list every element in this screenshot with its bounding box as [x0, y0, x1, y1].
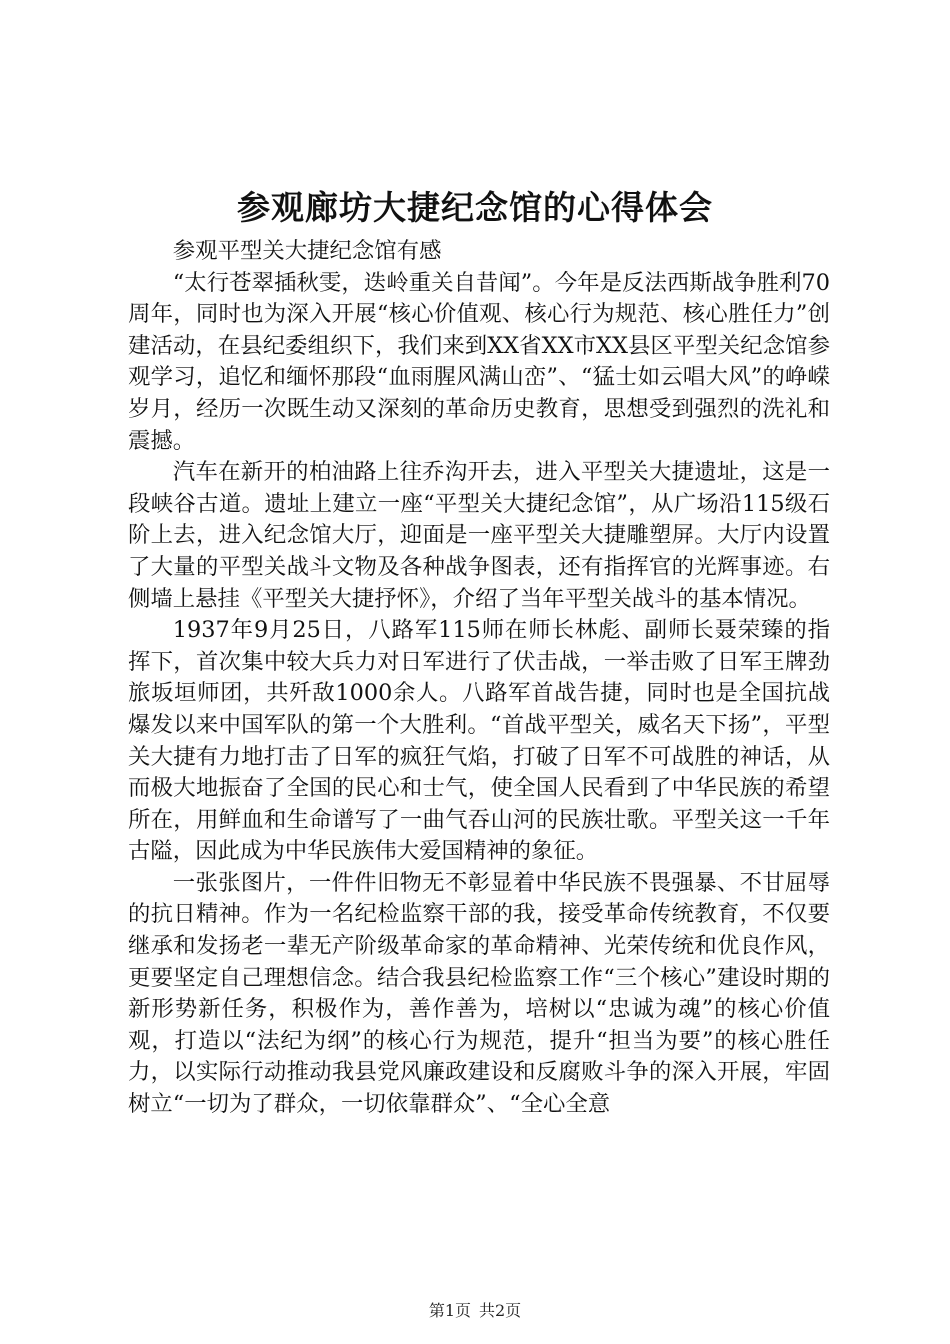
- paragraph-1: “太行苍翠插秋雯，迭岭重关自昔闻”。今年是反法西斯战争胜利70周年，同时也为深入开展“核心价值观、核心行为规范、核心胜任力”创建活动，在县纪委组织下，我们来到XX省XX市XX县区平型关纪念馆参观学习，追忆和缅怀那段“血雨腥风满山峦”、“猛士如云唱大风”的峥嵘岁月，经历一次既生动又深刻的革命历史教育，思想受到强烈的洗礼和震撼。: [128, 269, 830, 454]
- page-total: 共2页: [479, 1301, 522, 1320]
- page-footer: [0, 1300, 950, 1322]
- document-title: 参观廊坊大捷纪念馆的心得体会: [237, 188, 713, 227]
- page-number: 第1页: [428, 1301, 471, 1320]
- document-subtitle: 参观平型关大捷纪念馆有感: [172, 238, 442, 264]
- document-body: [128, 236, 830, 1121]
- paragraph-3: 1937年9月25日，八路军115师在师长林彪、副师长聂荣臻的指挥下，首次集中较大兵力对日军进行了伏击战，一举击败了日军王牌劲旅坂垣师团，共歼敌1000余人。八路军首战告捷，同时也是全国抗战爆发以来中国军队的第一个大胜利。“首战平型关，威名天下扬”，平型关大捷有力地打击了日军的疯狂气焰，打破了日军不可战胜的神话，从而极大地振奋了全国的民心和士气，使全国人民看到了中华民族的希望所在，用鲜血和生命谱写了一曲气吞山河的民族壮歌。平型关这一千年古隘，因此成为中华民族伟大爱国精神的象征。: [128, 617, 830, 865]
- paragraph-4: 一张张图片，一件件旧物无不彰显着中华民族不畏强暴、不甘屈辱的抗日精神。作为一名纪检监察干部的我，接受革命传统教育，不仅要继承和发扬老一辈无产阶级革命家的革命精神、光荣传统和优良作风，更要坚定自己理想信念。结合我县纪检监察工作“三个核心”建设时期的新形势新任务，积极作为，善作善为，培树以“忠诚为魂”的核心价值观，打造以“法纪为纲”的核心行为规范，提升“担当为要”的核心胜任力，以实际行动推动我县党风廉政建设和反腐败斗争的深入开展，牢固树立“一切为了群众，一切依靠群众”、“全心全意: [128, 869, 830, 1118]
- paragraph-2: 汽车在新开的柏油路上往乔沟开去，进入平型关大捷遗址，这是一段峡谷古道。遗址上建立一座“平型关大捷纪念馆”，从广场沿115级石阶上去，进入纪念馆大厅，迎面是一座平型关大捷雕塑屏。大厅内设置了大量的平型关战斗文物及各种战争图表，还有指挥官的光辉事迹。右侧墙上悬挂《平型关大捷抒怀》，介绍了当年平型关战斗的基本情况。: [128, 459, 830, 612]
